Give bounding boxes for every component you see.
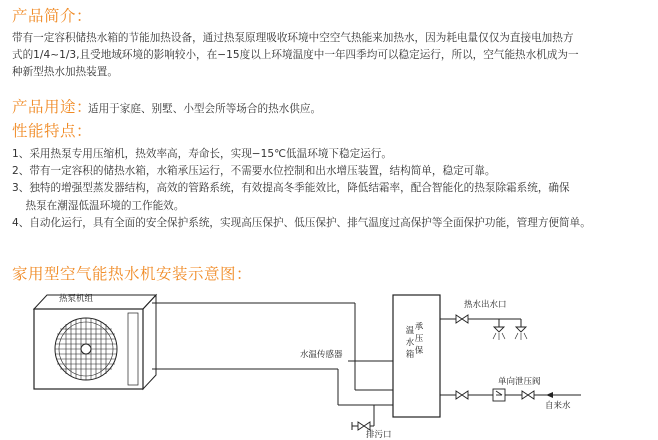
tank-label <box>406 322 424 360</box>
feature-item-1: 1、采用热泵专用压缩机，热效率高，寿命长，实现−15℃低温环境下稳定运行。 <box>12 148 392 160</box>
intro-paragraph <box>12 30 648 82</box>
tank-label-char: 水 <box>405 338 415 348</box>
heat-pump-label: 热泵机组 <box>58 294 94 304</box>
installation-diagram <box>0 285 658 440</box>
pipes <box>152 303 581 426</box>
valves <box>358 315 534 430</box>
feature-item-3: 3、独特的增强型蒸发器结构，高效的管路系统，有效提高冬季能效比，降低结霜率，配合智能化的热泵除霜系统，确保 <box>12 182 570 195</box>
diagram-heading: 家用型空气能热水机安装示意图： <box>12 265 253 283</box>
tap-water-label: 自来水 <box>545 401 571 411</box>
drain-label: 排污口 <box>366 430 392 440</box>
usage-heading: 产品用途： <box>12 98 93 116</box>
water-tank <box>393 295 440 417</box>
intro-line-1: 带有一定容积储热水箱的节能加热设备，通过热泵原理吸收环境中空空气热能来加热水，因为耗电量仅仅为直接电加热方 <box>12 32 574 44</box>
sensor-label: 水温传感器 <box>300 350 343 360</box>
intro-line-2: 式的1/4~1/3,且受地域环境的影响较小，在−15度以上环境温度中一年四季均可以稳定运行，所以，空气能热水机成为一 <box>12 49 579 62</box>
heat-pump-unit <box>34 293 156 389</box>
tank-label-char: 箱 <box>405 350 415 360</box>
check-valve-label: 单向泄压阀 <box>498 377 541 387</box>
tank-label-char: 温 <box>405 326 415 336</box>
tank-label-char: 压 <box>414 334 424 344</box>
hot-water-outlet-label: 热水出水口 <box>464 300 507 310</box>
features-list <box>12 146 648 232</box>
feature-item-4: 4、自动化运行，具有全面的安全保护系统，实现高压保护、低压保护、排气温度过高保护等全面保护功能，管理方便简单。 <box>12 216 591 229</box>
tap-water-arrow-icon <box>546 392 553 398</box>
intro-line-3: 种新型热水加热装置。 <box>12 66 118 79</box>
usage-text: 适用于家庭、别墅、小型会所等场合的热水供应。 <box>88 103 322 115</box>
tank-label-char: 保 <box>414 346 424 356</box>
tank-label-char: 承 <box>414 322 424 332</box>
check-valve-icon <box>493 389 505 401</box>
shower-outlet-icons <box>493 327 527 340</box>
intro-heading: 产品简介： <box>12 7 93 25</box>
feature-item-3-cont: 热泵在潮湿低温环境的工作能效。 <box>12 199 185 212</box>
feature-item-2: 2、带有一定容积的储热水箱，水箱承压运行，不需要水位控制和出水增压装置，结构简单，稳定可靠。 <box>12 165 496 178</box>
features-heading: 性能特点： <box>12 122 93 140</box>
